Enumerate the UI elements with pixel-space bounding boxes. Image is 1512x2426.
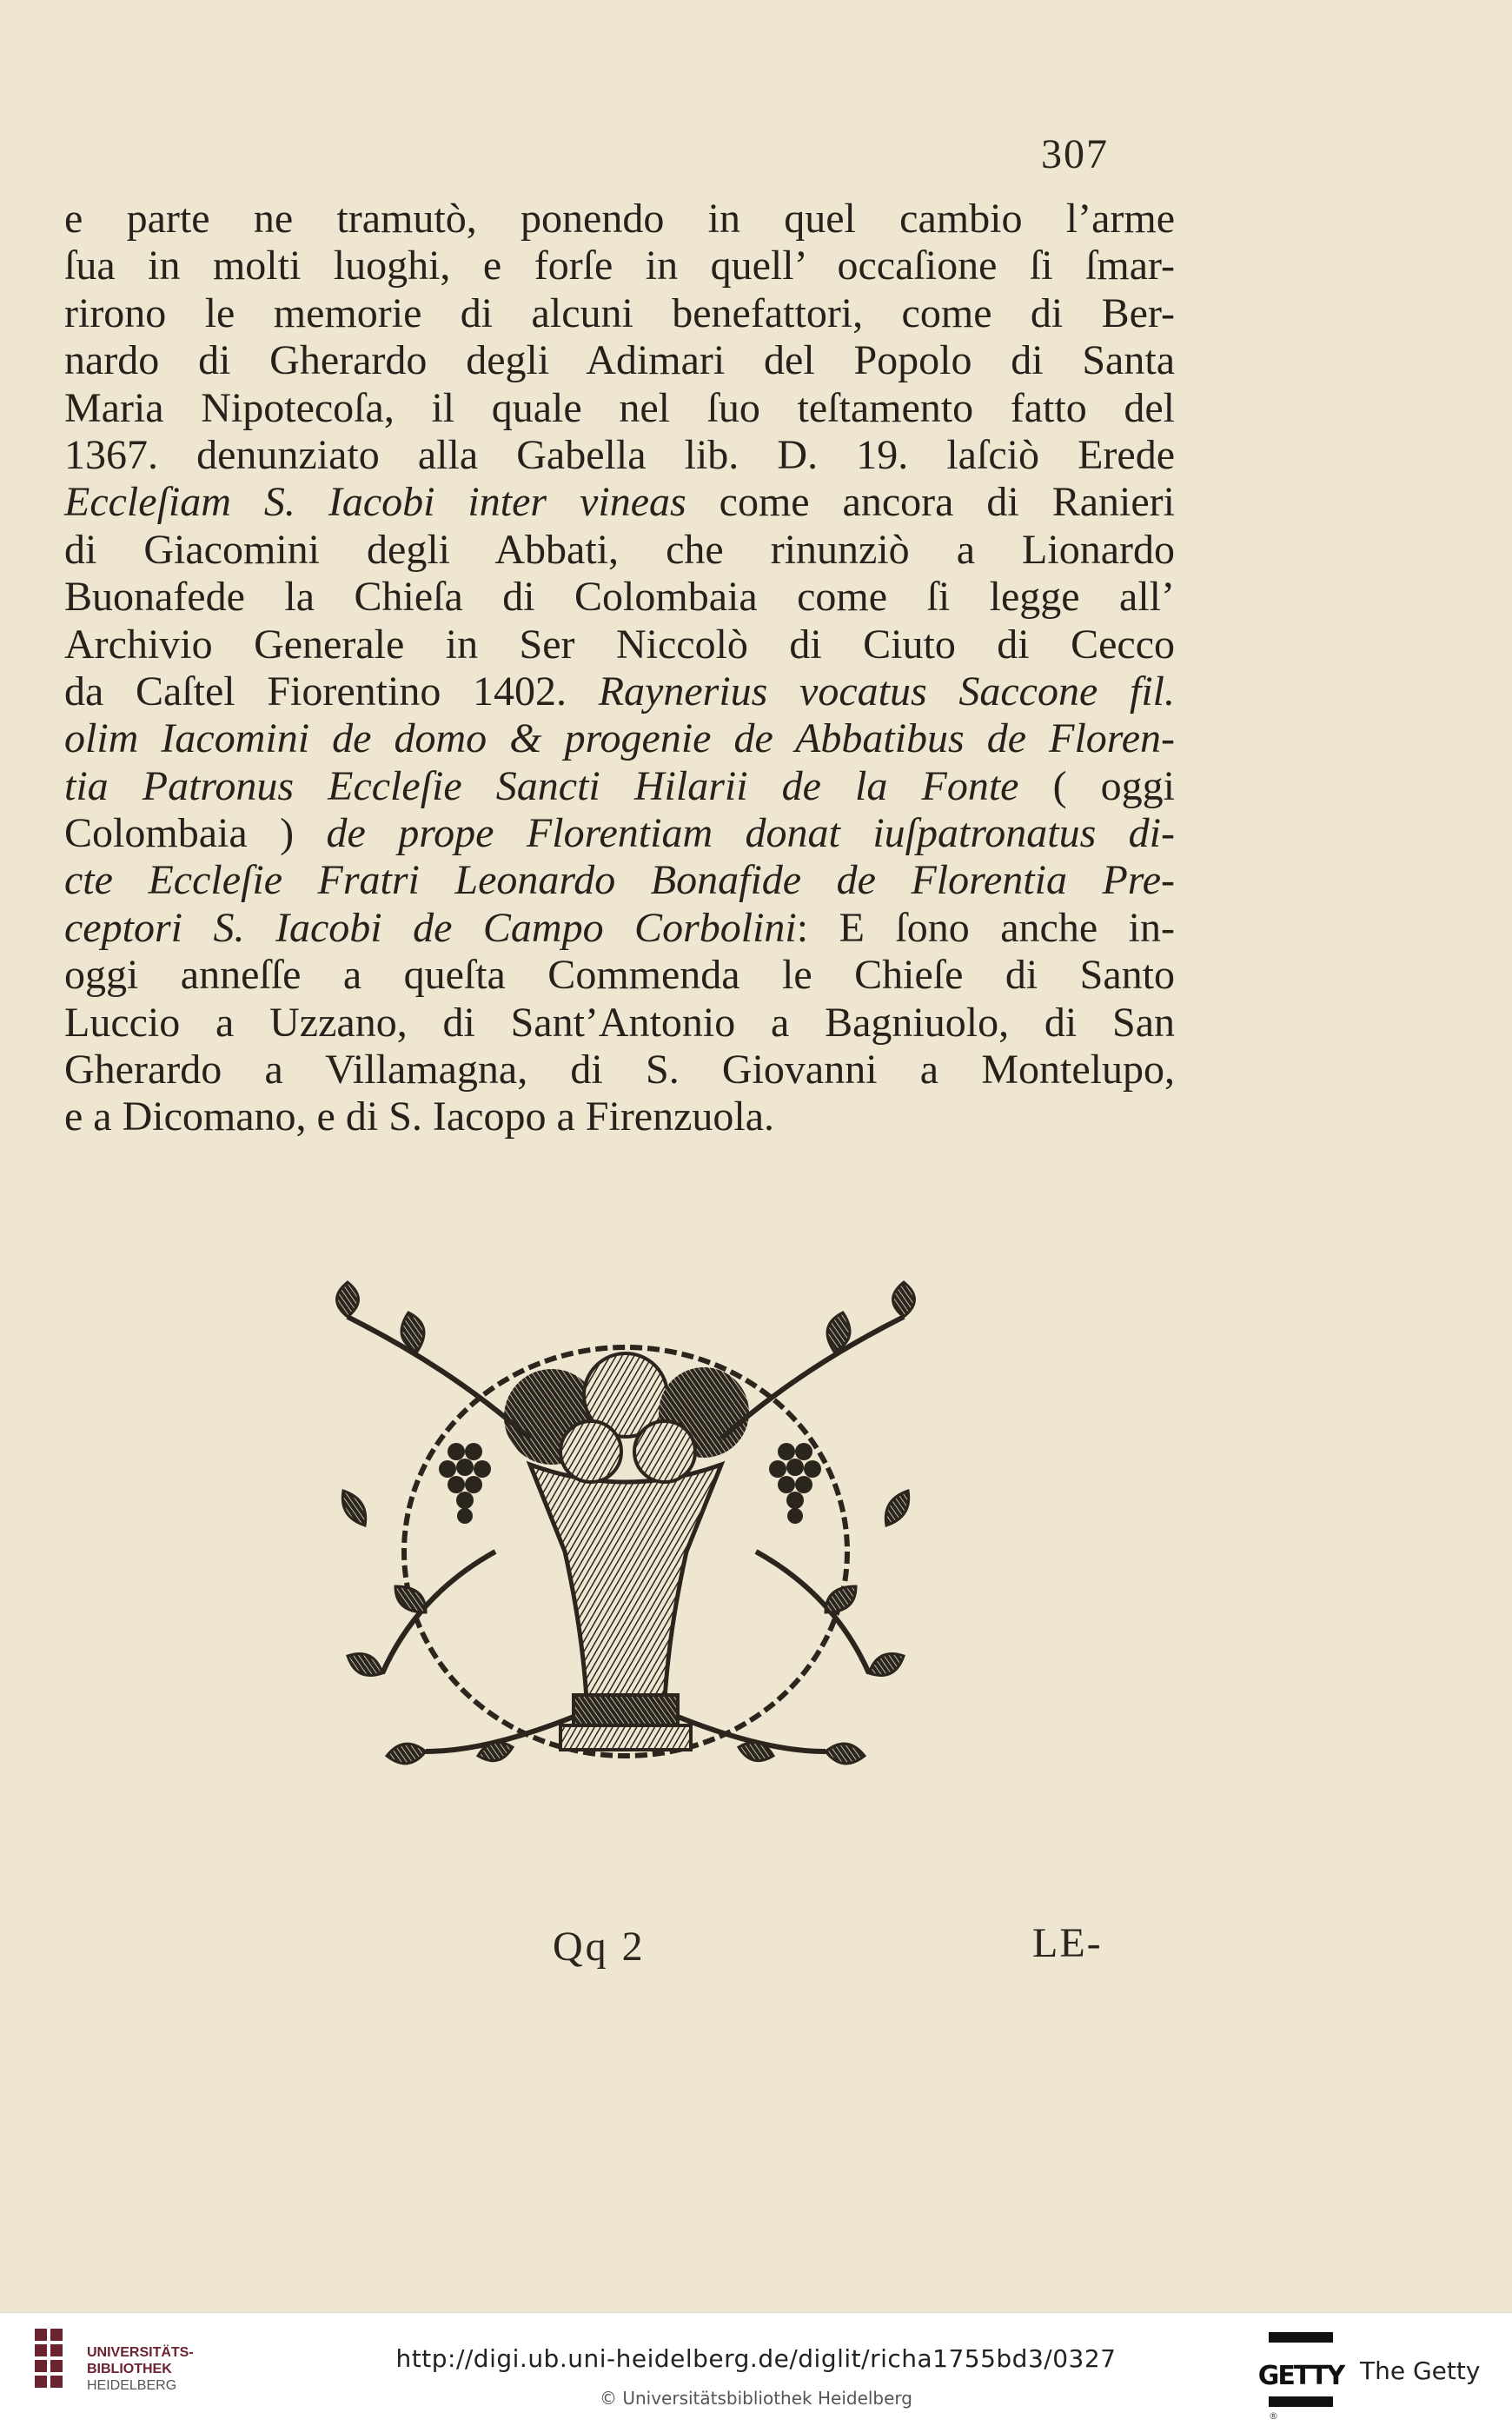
library-name-line-3: HEIDELBERG (87, 2378, 177, 2393)
text-segment: di Giacomini degli Abbati, che rinunziò a Lionardo (64, 526, 1175, 573)
text-line (64, 810, 1175, 857)
text-segment: Maria Nipotecoſa, il quale nel ſuo teſtamento fatto del (64, 384, 1175, 431)
page-number: 307 (1041, 131, 1109, 177)
text-segment: Archivio Generale in Ser Niccolò di Ciuto di Cecco (64, 621, 1175, 668)
text-segment: ſua in molti luoghi, e forſe in quell’ occaſione ſi ſmar- (64, 243, 1175, 289)
university-library-logo-icon (35, 2329, 78, 2409)
text-line (64, 574, 1175, 621)
text-segment: ( oggi (1018, 762, 1176, 809)
italic-text-segment: de prope Florentiam donat iuſpatronatus di- (326, 810, 1176, 857)
signature-mark: Qq 2 (553, 1924, 646, 1970)
text-line (64, 1000, 1175, 1047)
text-line (64, 1093, 1175, 1140)
text-segment: Gherardo a Villamagna, di S. Giovanni a Montelupo, (64, 1047, 1175, 1093)
text-line (64, 905, 1175, 952)
text-segment: nardo di Gherardo degli Adimari del Popolo di Santa (64, 337, 1175, 384)
text-segment: 1367. denunziato alla Gabella lib. D. 19. laſciò Erede (64, 431, 1175, 478)
text-line (64, 952, 1175, 999)
text-line (64, 290, 1175, 337)
italic-text-segment: olim Iacomini de domo & progenie de Abbatibus de Floren- (64, 715, 1175, 762)
italic-text-segment: cte Eccleſie Fratri Leonardo Bonafide de Florentia Pre- (64, 857, 1175, 904)
body-text (64, 196, 1175, 1141)
text-segment: Colombaia ) (64, 810, 327, 857)
catchword: LE- (1032, 1920, 1103, 1966)
text-line (64, 668, 1175, 715)
text-line (64, 385, 1175, 432)
library-name-line-1: UNIVERSITÄTS- (87, 2345, 194, 2360)
library-name (87, 2344, 194, 2394)
text-line (64, 715, 1175, 762)
italic-text-segment: Raynerius vocatus Saccone fil. (598, 668, 1176, 715)
text-segment: come ancora di Ranieri (686, 479, 1175, 526)
footer-bar (0, 2312, 1512, 2426)
text-line (64, 857, 1175, 904)
library-name-line-2: BIBLIOTHEK (87, 2362, 172, 2376)
italic-text-segment: ceptori S. Iacobi de Campo Corbolini (64, 904, 797, 951)
text-line (64, 1047, 1175, 1093)
text-line (64, 243, 1175, 289)
text-line (64, 432, 1175, 479)
text-segment: da Caſtel Fiorentino 1402. (64, 668, 599, 715)
text-segment: oggi anneſſe a queſta Commenda le Chieſe di Santo (64, 952, 1175, 999)
copyright-notice: © Universitätsbibliothek Heidelberg (599, 2388, 912, 2409)
italic-text-segment: tia Patronus Eccleſie Sancti Hilarii de la Fonte (64, 762, 1019, 809)
text-line (64, 337, 1175, 384)
getty-logo-letters: GETTY (1257, 2361, 1344, 2391)
text-line (64, 527, 1175, 574)
text-line (64, 621, 1175, 668)
text-segment: rirono le memorie di alcuni benefattori, come di Ber- (64, 289, 1175, 336)
getty-logo-icon (1257, 2332, 1344, 2407)
text-segment: Luccio a Uzzano, di Sant’Antonio a Bagniuolo, di San (64, 999, 1175, 1046)
text-line (64, 196, 1175, 243)
text-line (64, 479, 1175, 526)
partner-name: The Getty (1360, 2356, 1481, 2385)
document-url-link[interactable]: http://digi.ub.uni-heidelberg.de/diglit/richa1755bd3/0327 (395, 2344, 1117, 2373)
text-segment: : E ſono anche in- (796, 904, 1175, 951)
basket-of-fruit-vignette-icon (313, 1265, 938, 1786)
italic-text-segment: Eccleſiam S. Iacobi inter vineas (64, 479, 686, 526)
text-segment: e a Dicomano, e di S. Iacopo a Firenzuola. (64, 1093, 775, 1140)
text-segment: Buonafede la Chieſa di Colombaia come ſi legge all’ (64, 574, 1175, 621)
text-line (64, 763, 1175, 810)
registered-mark: ® (1269, 2410, 1278, 2422)
text-segment: e parte ne tramutò, ponendo in quel cambio l’arme (64, 196, 1175, 242)
